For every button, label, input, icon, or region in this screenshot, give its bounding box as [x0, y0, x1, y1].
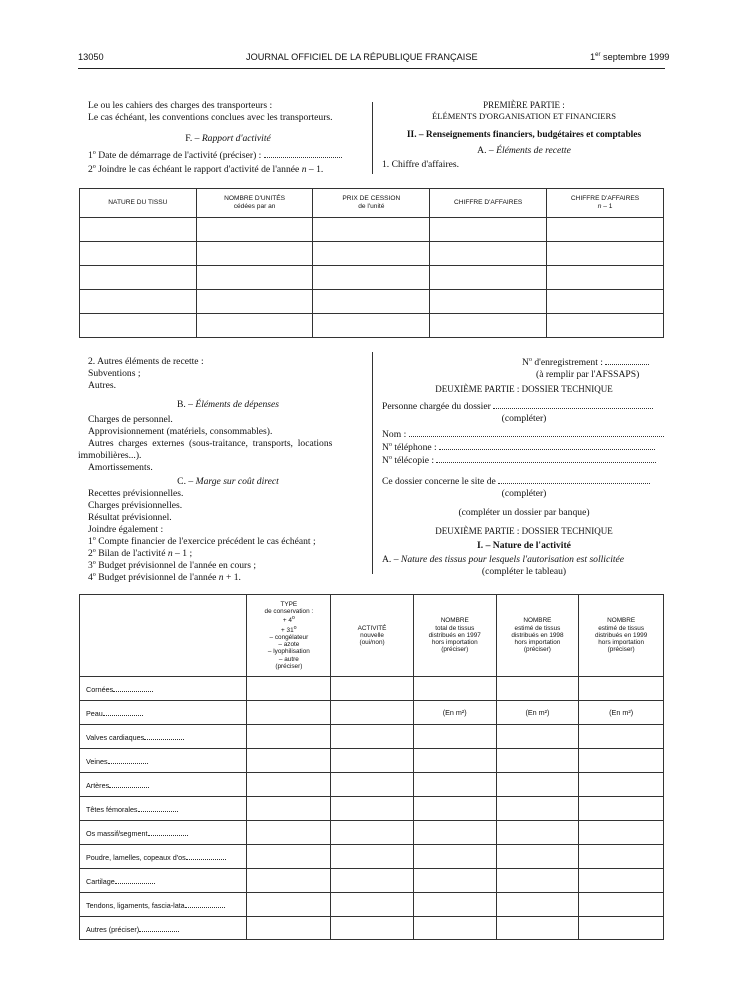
tissue-cell[interactable]	[579, 917, 664, 940]
tissue-cell[interactable]	[496, 845, 579, 869]
table-row	[80, 290, 664, 314]
tissue-cell[interactable]	[247, 701, 331, 725]
table-row	[80, 701, 664, 725]
tissue-cell[interactable]	[496, 677, 579, 701]
table-row	[80, 266, 664, 290]
joindre-item-3: 3$^o$ Budget prévisionnel de l'année en cours ;	[88, 560, 257, 572]
fill-line[interactable]	[439, 441, 655, 450]
tissue-cell[interactable]	[579, 677, 664, 701]
right-mid-column	[382, 356, 666, 578]
table-row	[80, 218, 664, 242]
fill-line	[108, 755, 148, 764]
tissue-cell[interactable]	[496, 869, 579, 893]
completer-tableau: (compléter le tableau)	[481, 566, 567, 578]
fill-line[interactable]	[605, 356, 649, 365]
fill-line[interactable]	[264, 149, 342, 158]
tissue-label	[80, 725, 247, 749]
tissue-cell[interactable]	[247, 917, 331, 940]
left-mid-column	[78, 356, 368, 584]
tissue-cell[interactable]	[413, 773, 496, 797]
tissue-label	[80, 749, 247, 773]
tissue-label	[80, 821, 247, 845]
autres: Autres.	[88, 379, 116, 391]
fill-line	[113, 683, 153, 692]
fill-line	[185, 899, 225, 908]
tissue-cell[interactable]	[331, 821, 414, 845]
tissue-label-text: Peau	[86, 709, 103, 718]
completer-banque: (compléter un dossier par banque)	[458, 507, 590, 519]
tissue-label-text: Poudre, lamelles, copeaux d'os	[86, 853, 186, 862]
tissue-cell[interactable]	[496, 725, 579, 749]
right-top-column	[382, 100, 666, 171]
section-i-title: I. – Nature de l'activité	[477, 540, 571, 552]
table-row	[80, 242, 664, 266]
tissue-cell[interactable]	[579, 893, 664, 917]
tissue-cell[interactable]	[247, 893, 331, 917]
tissue-label	[80, 677, 247, 701]
charges-personnel: Charges de personnel.	[88, 413, 173, 425]
tissue-cell[interactable]	[413, 893, 496, 917]
tissue-label-text: Cartilage	[86, 877, 115, 886]
numero-enregistrement: $N^o$ d'enregistrement :	[382, 356, 666, 369]
table-row	[80, 845, 664, 869]
tissue-cell[interactable]	[496, 917, 579, 940]
charges-externes-cont: immobilières...).	[78, 449, 142, 461]
section-f-title: F. – Rapport d'activité	[185, 132, 271, 144]
tissue-cell[interactable]	[413, 749, 496, 773]
fill-line	[139, 923, 179, 932]
tissue-cell[interactable]	[579, 797, 664, 821]
tissue-cell[interactable]	[413, 917, 496, 940]
tissue-cell[interactable]	[496, 749, 579, 773]
table-row	[80, 869, 664, 893]
part-two-title-b: DEUXIÈME PARTIE : DOSSIER TECHNIQUE	[435, 526, 613, 537]
section-a2-title: A. – Nature des tissus pour lesquels l'autorisation est sollicitée	[382, 554, 625, 566]
a-remplir-afssaps: (à remplir par l'AFSSAPS)	[536, 368, 640, 380]
left-top-column	[88, 100, 368, 176]
fill-line	[109, 779, 149, 788]
tissue-cell[interactable]	[413, 797, 496, 821]
col-activite-nouvelle: ACTIVITÉ nouvelle (oui/non)	[331, 595, 414, 677]
journal-title: JOURNAL OFFICIEL DE LA RÉPUBLIQUE FRANÇAISE	[246, 52, 478, 62]
tissue-cell[interactable]	[331, 677, 414, 701]
issue-date: 1er septembre 1999	[590, 52, 670, 63]
fill-line[interactable]	[409, 428, 664, 437]
tissue-label	[80, 797, 247, 821]
table-row	[80, 797, 664, 821]
col-prix-cession: PRIX DE CESSION de l'unité	[313, 189, 430, 218]
section-b-title: B. – Éléments de dépenses	[176, 398, 280, 410]
revenue-table	[79, 188, 664, 338]
tissue-cell[interactable]	[331, 725, 414, 749]
recettes-previsionnelles: Recettes prévisionnelles.	[88, 487, 184, 499]
tissue-label	[80, 845, 247, 869]
conventions-line: Le cas échéant, les conventions conclues avec les transporteurs.	[88, 111, 333, 123]
tissue-cell[interactable]	[247, 797, 331, 821]
charges-externes: Autres charges externes (sous-traitance, transports, locations	[88, 437, 333, 449]
tissue-cell[interactable]	[579, 869, 664, 893]
table-row	[80, 725, 664, 749]
chiffre-affaires-item: 1. Chiffre d'affaires.	[382, 158, 460, 170]
tissue-cell[interactable]	[579, 773, 664, 797]
tissue-label	[80, 773, 247, 797]
tissue-table-body	[80, 677, 664, 940]
col-chiffre-affaires: CHIFFRE D'AFFAIRES	[430, 189, 547, 218]
resultat-previsionnel: Résultat prévisionnel.	[88, 511, 172, 523]
page-number: 13050	[78, 52, 104, 62]
section-c-title: C. – Marge sur coût direct	[177, 475, 279, 487]
tissue-cell[interactable]	[331, 797, 414, 821]
tissue-cell[interactable]	[247, 677, 331, 701]
fill-line	[115, 875, 155, 884]
table-row	[80, 314, 664, 338]
joindre-egalement: Joindre également :	[88, 523, 164, 535]
table-row	[80, 749, 664, 773]
tissue-label	[80, 893, 247, 917]
tissue-cell[interactable]	[247, 821, 331, 845]
subventions: Subventions ;	[88, 367, 141, 379]
column-divider-mid	[372, 352, 373, 574]
col-tissue-label	[80, 595, 247, 677]
fill-line	[103, 707, 143, 716]
tissue-cell[interactable]	[413, 845, 496, 869]
tissue-label-text: Tendons, ligaments, fascia-lata	[86, 901, 185, 910]
fill-line[interactable]	[498, 475, 650, 484]
item-date-demarrage: 1$^o$ Date de démarrage de l'activité (préciser) :	[88, 149, 368, 162]
col-nombre-1998: NOMBRE estimé de tissus distribués en 1998 hors importation (préciser)	[496, 595, 579, 677]
tissue-cell[interactable]	[331, 917, 414, 940]
tissue-cell[interactable]	[579, 749, 664, 773]
col-nombre-1999: NOMBRE estimé de tissus distribués en 1999 hors importation (préciser)	[579, 595, 664, 677]
revenue-table-header	[80, 189, 664, 218]
header-rule	[78, 68, 665, 69]
tissue-cell[interactable]: (En m²)	[496, 701, 579, 725]
tissue-table	[79, 594, 664, 940]
item-rapport: 2$^o$ Joindre le cas échéant le rapport d'activité de l'année n – 1.	[88, 163, 324, 176]
site-field: Ce dossier concerne le site de	[382, 475, 666, 488]
table-row	[80, 917, 664, 940]
col-type-conservation: TYPE de conservation : + $4^o$ + $31^o$ – congélateur – azote – lyophilisation – autre (préciser)	[247, 595, 331, 677]
charges-previsionnelles: Charges prévisionnelles.	[88, 499, 183, 511]
tissue-label-text: Cornées	[86, 685, 114, 694]
joindre-item-1: 1$^o$ Compte financier de l'exercice précédent le cas échéant ;	[88, 535, 316, 547]
tissue-label-text: Os massif/segment	[86, 829, 148, 838]
tissue-label-text: Veines	[86, 757, 108, 766]
table-row	[80, 773, 664, 797]
telephone-field: $N^o$ téléphone :	[382, 441, 666, 454]
completer-1: (compléter)	[501, 413, 547, 425]
tissue-cell[interactable]	[579, 821, 664, 845]
tissue-table-header	[80, 595, 664, 677]
personne-chargee: Personne chargée du dossier	[382, 400, 666, 413]
tissue-cell[interactable]	[331, 701, 414, 725]
tissue-cell[interactable]	[413, 869, 496, 893]
tissue-cell[interactable]	[247, 773, 331, 797]
tissue-cell[interactable]	[496, 773, 579, 797]
tissue-cell[interactable]	[331, 749, 414, 773]
tissue-cell[interactable]	[331, 869, 414, 893]
table-row	[80, 677, 664, 701]
fill-line[interactable]	[436, 454, 656, 463]
joindre-item-2: 2$^o$ Bilan de l'activité n – 1 ;	[88, 547, 193, 560]
tissue-label	[80, 869, 247, 893]
tissue-label	[80, 917, 247, 940]
fill-line[interactable]	[493, 400, 653, 409]
fill-line	[148, 827, 188, 836]
part-one-title: PREMIÈRE PARTIE :	[483, 100, 565, 110]
fill-line	[138, 803, 178, 812]
cahiers-line: Le ou les cahiers des charges des transporteurs :	[88, 100, 273, 111]
tissue-cell[interactable]	[413, 821, 496, 845]
approvisionnement: Approvisionnement (matériels, consommables).	[88, 425, 273, 437]
tissue-cell[interactable]	[413, 677, 496, 701]
tissue-cell[interactable]	[331, 893, 414, 917]
tissue-cell[interactable]	[413, 725, 496, 749]
fill-line	[186, 851, 226, 860]
nom-field: Nom :	[382, 428, 666, 441]
tissue-cell[interactable]: (En m²)	[413, 701, 496, 725]
fill-line	[144, 731, 184, 740]
table-row	[80, 821, 664, 845]
tissue-cell[interactable]	[247, 845, 331, 869]
tissue-cell[interactable]	[331, 773, 414, 797]
section-a-title: A. – Éléments de recette	[477, 144, 571, 156]
tissue-cell[interactable]	[496, 821, 579, 845]
tissue-label-text: Autres (préciser)	[86, 924, 140, 934]
part-one-subtitle: ÉLÉMENTS D'ORGANISATION ET FINANCIERS	[431, 111, 616, 122]
tissue-label	[80, 701, 247, 725]
tissue-label-text: Artères	[86, 781, 110, 790]
col-chiffre-affaires-n-1: CHIFFRE D'AFFAIRES n – 1	[547, 189, 664, 218]
col-nombre-1997: NOMBRE total de tissus distribués en 1997 hors importation (préciser)	[413, 595, 496, 677]
tissue-cell[interactable]	[496, 797, 579, 821]
part-two-title: DEUXIÈME PARTIE : DOSSIER TECHNIQUE	[435, 383, 613, 394]
tissue-cell[interactable]	[579, 725, 664, 749]
tissue-cell[interactable]	[247, 749, 331, 773]
joindre-item-4: 4$^o$ Budget prévisionnel de l'année n + 1.	[88, 572, 241, 584]
autres-elements-recette: 2. Autres éléments de recette :	[88, 356, 204, 367]
col-nombre-unites: NOMBRE D'UNITÉS cédées par an	[196, 189, 313, 218]
tissue-label-text: Valves cardiaques	[86, 733, 145, 742]
completer-2: (compléter)	[501, 488, 547, 500]
tissue-cell[interactable]	[247, 869, 331, 893]
tissue-label-text: Têtes fémorales	[86, 805, 138, 814]
col-nature-tissu: NATURE DU TISSU	[80, 189, 197, 218]
tissue-cell[interactable]	[247, 725, 331, 749]
column-divider-top	[372, 102, 373, 174]
tissue-cell[interactable]	[579, 845, 664, 869]
tissue-cell[interactable]	[331, 845, 414, 869]
table-row	[80, 893, 664, 917]
tissue-cell[interactable]: (En m²)	[579, 701, 664, 725]
amortissements: Amortissements.	[88, 461, 153, 473]
telecopie-field: $N^o$ télécopie :	[382, 454, 666, 467]
tissue-cell[interactable]	[496, 893, 579, 917]
section-ii-title: II. – Renseignements financiers, budgétaires et comptables	[406, 129, 642, 140]
